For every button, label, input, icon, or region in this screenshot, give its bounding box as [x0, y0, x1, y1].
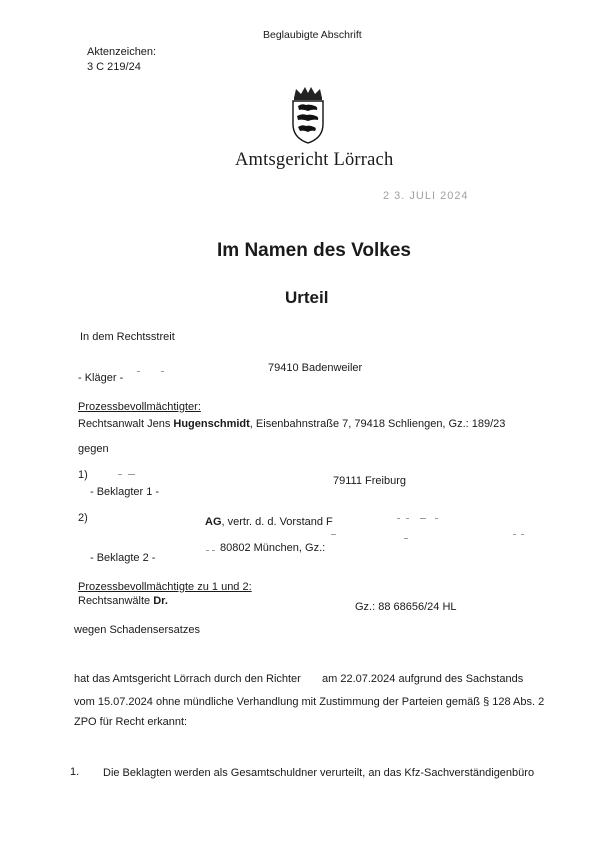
defendant-2-company-name: AG: [205, 516, 222, 528]
plaintiff-counsel-name: Hugenschmidt: [173, 418, 250, 430]
ruling-item-1-text: Die Beklagten werden als Gesamtschuldner verurteilt, an das Kfz-Sachverständigenbüro: [103, 767, 535, 779]
defendant-counsel-label: Prozessbevollmächtigte zu 1 und 2:: [78, 581, 252, 593]
plaintiff-counsel-address: , Eisenbahnstraße 7, 79418 Schliengen, Gz.: 189/23: [249, 418, 506, 430]
ruling-line-2: vom 15.07.2024 ohne mündliche Verhandlung mit Zustimmung der Parteien gemäß § 128 Abs. 2: [74, 696, 545, 708]
redaction-mark: [161, 371, 164, 372]
redaction-mark: [137, 371, 140, 372]
redaction-mark: [212, 550, 215, 551]
plaintiff-counsel-prefix: Rechtsanwalt Jens: [78, 418, 174, 430]
defendant-2-company: [205, 516, 333, 528]
against-label: gegen: [78, 443, 109, 455]
defendant-2-city: 80802 München, Gz.:: [220, 542, 326, 554]
plaintiff-counsel-label: Prozessbevollmächtigter:: [78, 401, 201, 413]
judgment-heading: Urteil: [285, 288, 329, 307]
court-name: Amtsgericht Lörrach: [235, 150, 394, 170]
in-the-name-of-the-people-heading: Im Namen des Volkes: [217, 240, 411, 261]
redaction-mark: [521, 534, 524, 535]
defendant-counsel-prefix: Rechtsanwälte: [78, 595, 154, 607]
file-number-value: 3 C 219/24: [87, 61, 141, 73]
defendant-1-role: - Beklagter 1 -: [90, 486, 160, 498]
redaction-mark: [513, 534, 516, 535]
file-number-label: Aktenzeichen:: [87, 46, 157, 58]
ruling-line-1a: hat das Amtsgericht Lörrach durch den Richter: [74, 673, 301, 685]
plaintiff-counsel: [78, 418, 505, 430]
defendant-2-representation: , vertr. d. d. Vorstand F: [221, 516, 333, 528]
redaction-mark: [404, 538, 408, 539]
ruling-line-1b: am 22.07.2024 aufgrund des Sachstands: [322, 673, 524, 685]
redaction-mark: [118, 474, 122, 475]
coat-of-arms-icon: [288, 86, 328, 144]
received-date-stamp: 2 3. JULI 2024: [383, 190, 469, 202]
redaction-mark: [331, 534, 336, 535]
defendant-2-role: - Beklagte 2 -: [90, 552, 156, 564]
redaction-mark: [128, 474, 135, 475]
plaintiff-role: - Kläger -: [78, 372, 124, 384]
redaction-mark: [206, 550, 209, 551]
defendant-counsel-reference: Gz.: 88 68656/24 HL: [355, 601, 457, 613]
case-subject: wegen Schadensersatzes: [74, 624, 200, 636]
redaction-mark: [406, 518, 409, 519]
redaction-mark: [435, 518, 438, 519]
case-intro: In dem Rechtsstreit: [80, 331, 175, 343]
plaintiff-city: 79410 Badenweiler: [268, 362, 363, 374]
redaction-mark: [420, 518, 426, 519]
ruling-item-1-number: 1.: [70, 766, 80, 778]
ruling-line-3: ZPO für Recht erkannt:: [74, 716, 188, 728]
defendant-counsel-title: Dr.: [153, 595, 168, 607]
certified-copy-label: Beglaubigte Abschrift: [263, 29, 362, 41]
defendant-1-number: 1): [78, 469, 88, 481]
defendant-1-city: 79111 Freiburg: [333, 475, 406, 487]
redaction-mark: [397, 518, 400, 519]
defendant-2-number: 2): [78, 512, 88, 524]
defendant-counsel: [78, 595, 168, 607]
